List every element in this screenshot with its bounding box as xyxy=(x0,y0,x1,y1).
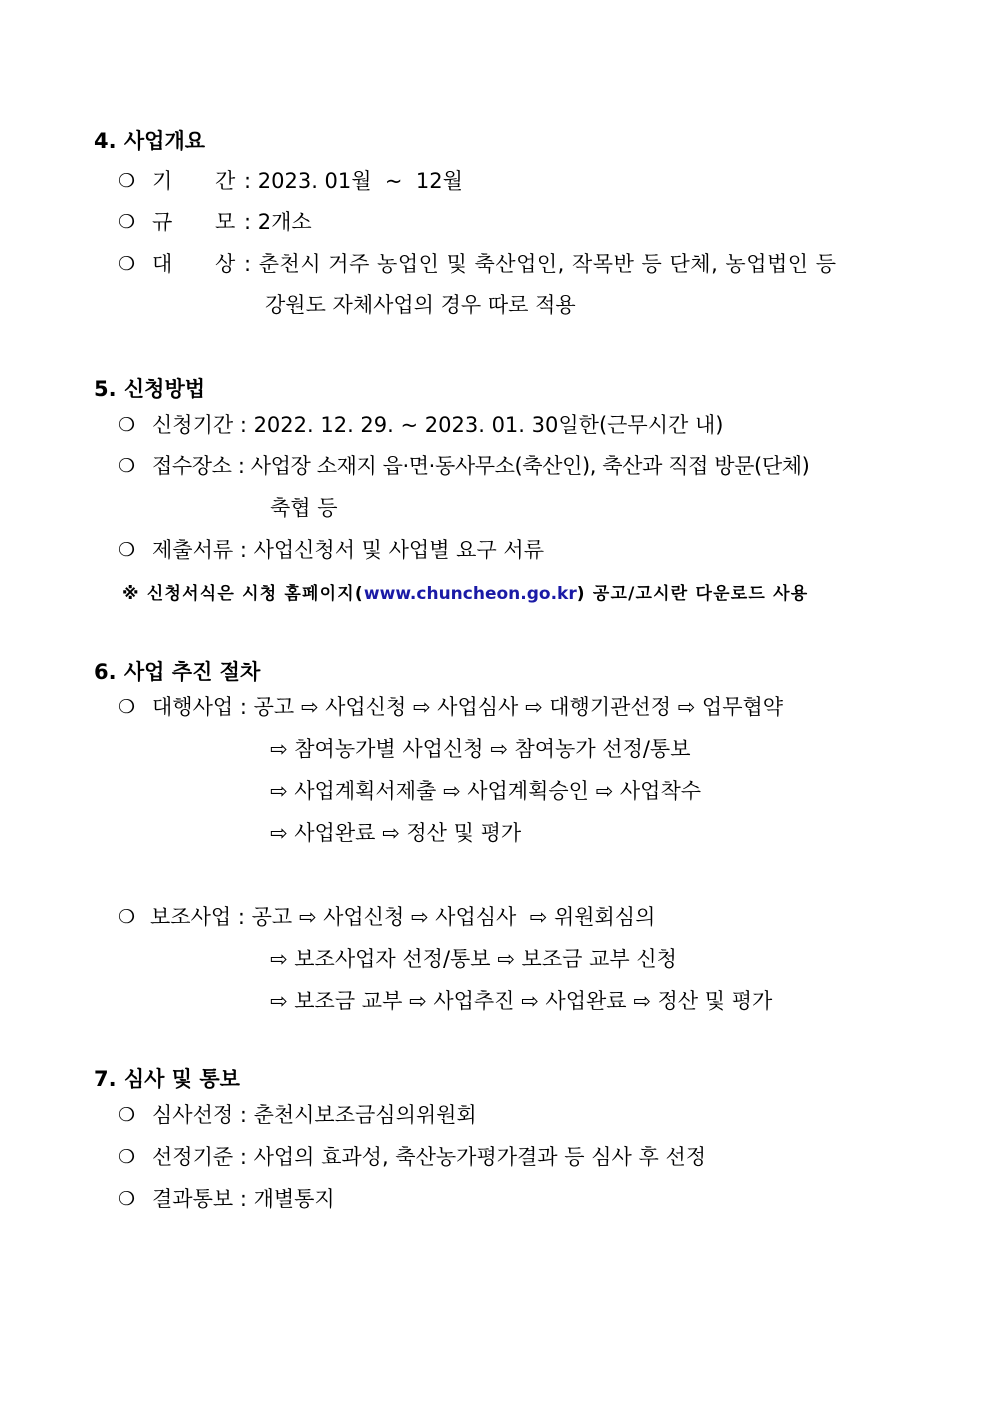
bullet-icon: ❍ xyxy=(118,696,136,718)
agency-project-line-2: ⇨ 참여농가별 사업신청 ⇨ 참여농가 선정/통보 xyxy=(270,737,691,761)
agency-project-line-3: ⇨ 사업계획서제출 ⇨ 사업계획승인 ⇨ 사업착수 xyxy=(270,779,702,803)
scale-label-b: 모 xyxy=(215,210,236,234)
subsidy-project-line-2: ⇨ 보조사업자 선정/통보 ⇨ 보조금 교부 신청 xyxy=(270,947,677,971)
reception-place-line: 접수장소 : 사업장 소재지 읍·면·동사무소(축산인), 축산과 직접 방문(단체) xyxy=(152,454,810,478)
bullet-icon: ❍ xyxy=(118,1188,136,1210)
section-4-title: 4. 사업개요 xyxy=(94,129,206,153)
note-text-a: ※ 신청서식은 시청 홈페이지( xyxy=(122,584,364,604)
target-value: : 춘천시 거주 농업인 및 축산업인, 작목반 등 단체, 농업법인 등 xyxy=(244,252,837,276)
agency-project-line-4: ⇨ 사업완료 ⇨ 정산 및 평가 xyxy=(270,821,522,845)
scale-label-a: 규 xyxy=(152,210,173,234)
target-label-b: 상 xyxy=(215,252,236,276)
bullet-icon: ❍ xyxy=(118,1146,136,1168)
period-label-b: 간 xyxy=(215,169,236,193)
scale-value: : 2개소 xyxy=(244,210,312,234)
bullet-icon: ❍ xyxy=(118,1104,136,1126)
homepage-link[interactable]: www.chuncheon.go.kr xyxy=(363,584,577,604)
target-continuation: 강원도 자체사업의 경우 따로 적용 xyxy=(265,293,576,317)
target-label-a: 대 xyxy=(152,252,173,276)
documents-line: 제출서류 : 사업신청서 및 사업별 요구 서류 xyxy=(152,538,544,562)
subsidy-project-line-1: 보조사업 : 공고 ⇨ 사업신청 ⇨ 사업심사 ⇨ 위원회심의 xyxy=(150,905,656,929)
reception-place-continuation: 축협 등 xyxy=(270,496,338,520)
bullet-icon: ❍ xyxy=(118,414,136,436)
bullet-icon: ❍ xyxy=(118,253,136,275)
apply-period-line: 신청기간 : 2022. 12. 29. ~ 2023. 01. 30일한(근무시간 내) xyxy=(152,413,724,437)
subsidy-project-line-3: ⇨ 보조금 교부 ⇨ 사업추진 ⇨ 사업완료 ⇨ 정산 및 평가 xyxy=(270,989,773,1013)
bullet-icon: ❍ xyxy=(118,539,136,561)
bullet-icon: ❍ xyxy=(118,455,136,477)
period-label-a: 기 xyxy=(152,169,173,193)
bullet-icon: ❍ xyxy=(118,170,136,192)
section-6-title: 6. 사업 추진 절차 xyxy=(94,660,261,684)
review-line: 심사선정 : 춘천시보조금심의위원회 xyxy=(152,1103,477,1127)
notification-line: 결과통보 : 개별통지 xyxy=(152,1187,335,1211)
bullet-icon: ❍ xyxy=(118,211,136,233)
application-form-note xyxy=(122,580,808,608)
note-text-b: ) 공고/고시란 다운로드 사용 xyxy=(576,584,809,604)
section-5-title: 5. 신청방법 xyxy=(94,377,206,401)
criteria-line: 선정기준 : 사업의 효과성, 축산농가평가결과 등 심사 후 선정 xyxy=(152,1145,707,1169)
section-7-title: 7. 심사 및 통보 xyxy=(94,1067,240,1091)
agency-project-line-1: 대행사업 : 공고 ⇨ 사업신청 ⇨ 사업심사 ⇨ 대행기관선정 ⇨ 업무협약 xyxy=(152,695,784,719)
bullet-icon: ❍ xyxy=(118,906,136,928)
period-value: : 2023. 01월 ~ 12월 xyxy=(244,169,463,193)
